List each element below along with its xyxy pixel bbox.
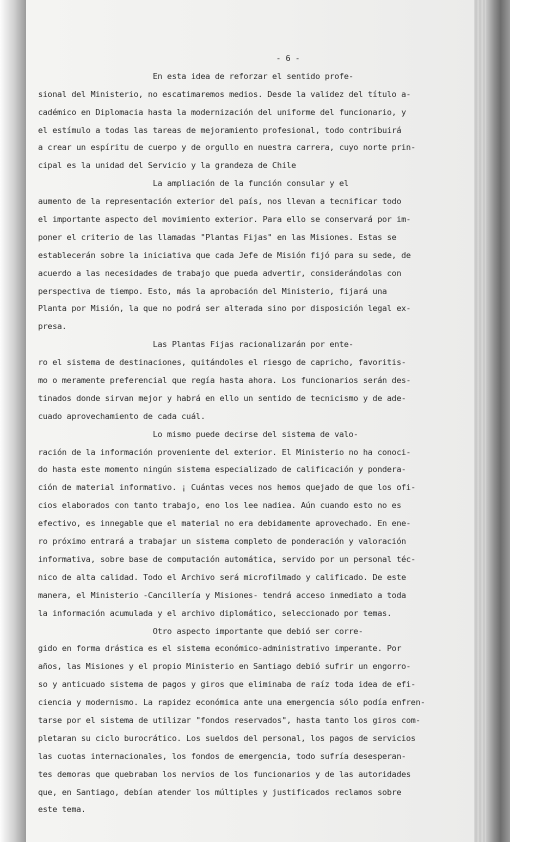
text-line: mo o meramente preferencial que regía hasta ahora. Los funcionarios serán des- [38, 375, 411, 386]
text-line: tinados donde sirvan mejor y habrá en ello un sentido de tecnicismo y de ade- [38, 392, 407, 403]
text-line: manera, el Ministerio -Cancillería y Misiones- tendrá acceso inmediato a toda [38, 589, 407, 600]
text-line: la información acumulada y el archivo diplomático, seleccionado por temas. [38, 607, 392, 618]
text-line: tarse por el sistema de utilizar "fondos reservados", hasta tanto los giros com- [38, 714, 421, 725]
text-line: el estímulo a todas las tareas de mejoramiento profesional, todo contribuirá [38, 124, 402, 135]
text-line: cios elaborados con tanto trabajo, eno los lee nadiea. Aún cuando esto no es [38, 500, 402, 511]
text-line: el importante aspecto del movimiento exterior. Para ello se conservará por im- [38, 214, 411, 225]
text-line: presa. [38, 321, 67, 332]
text-line: En esta idea de reforzar el sentido profe- [38, 70, 354, 81]
text-line: establecerán sobre la iniciativa que cada Jefe de Misión fijó para su sede, de [38, 249, 411, 260]
text-line: Lo mismo puede decirse del sistema de valo- [38, 428, 359, 439]
document-body [38, 50, 438, 819]
text-line: La ampliación de la función consular y el [38, 178, 349, 189]
text-lines [38, 68, 438, 819]
text-line: acuerdo a las necesidades de trabajo que pueda advertir, considerándolas con [38, 267, 402, 278]
text-line: informativa, sobre base de computación automática, servido por un personal téc- [38, 553, 416, 564]
page-number: - 6 - [276, 53, 300, 63]
text-line: gido en forma drástica es el sistema económico-administrativo imperante. Por [38, 643, 402, 654]
text-line: Planta por Misión, la que no podrá ser alterada sino por disposición legal ex- [38, 303, 411, 314]
book-binding [486, 0, 510, 842]
text-line: ciencia y modernismo. La rapidez económica ante una emergencia sólo podía enfren- [38, 697, 426, 708]
text-line: efectivo, es innegable que el material no era debidamente aprovechado. En ene- [38, 518, 411, 529]
text-line: Las Plantas Fijas racionalizarán por ente- [38, 339, 354, 350]
text-line: Otro aspecto importante que debió ser corre- [38, 625, 363, 636]
text-line: pletaran su ciclo burocrático. Los sueldos del personal, los pagos de servicios [38, 732, 416, 743]
text-line: ración de la información proveniente del exterior. El Ministerio no ha conoci- [38, 446, 411, 457]
text-line: las cuotas internacionales, los fondos de emergencia, todo sufría desesperan- [38, 750, 407, 761]
text-line: nico de alta calidad. Todo el Archivo será microfilmado y calificado. De este [38, 571, 407, 582]
text-line: so y anticuado sistema de pagos y giros que eliminaba de raíz toda idea de efi- [38, 679, 416, 690]
text-line: este tema. [38, 804, 86, 815]
text-line: ro el sistema de destinaciones, quitándoles el riesgo de capricho, favoritis- [38, 357, 407, 368]
text-line: sional del Ministerio, no escatimaremos medios. Desde la validez del título a- [38, 88, 411, 99]
text-line: cuado aprovechamiento de cada cuál. [38, 410, 206, 421]
left-page-shadow [0, 0, 26, 842]
text-line: que, en Santiago, debían atender los múltiples y justificados reclamos sobre [38, 786, 402, 797]
text-line: ción de material informativo. ¡ Cuántas veces nos hemos quejado de que los ofi- [38, 482, 416, 493]
text-line: tes demoras que quebraban los nervios de los funcionarios y de las autoridades [38, 768, 411, 779]
right-margin [510, 0, 540, 842]
text-line: cadémico en Diplomacia hasta la modernización del uniforme del funcionario, y [38, 106, 407, 117]
text-line: cipal es la unidad del Servicio y la grandeza de Chile [38, 160, 297, 171]
text-line: a crear un espíritu de cuerpo y de orgullo en nuestra carrera, cuyo norte prin- [38, 142, 416, 153]
text-line: poner el criterio de las llamadas "Plantas Fijas" en las Misiones. Estas se [38, 231, 397, 242]
text-line: aumento de la representación exterior del país, nos llevan a tecnificar todo [38, 196, 402, 207]
text-line: perspectiva de tiempo. Esto, más la aprobación del Ministerio, fijará una [38, 285, 387, 296]
text-line: do hasta este momento ningún sistema especializado de calificación y pondera- [38, 464, 407, 475]
text-line: ro próximo entrará a trabajar un sistema completo de ponderación y valoración [38, 536, 407, 547]
text-line: años, las Misiones y el propio Ministerio en Santiago debió sufrir un engorro- [38, 661, 411, 672]
